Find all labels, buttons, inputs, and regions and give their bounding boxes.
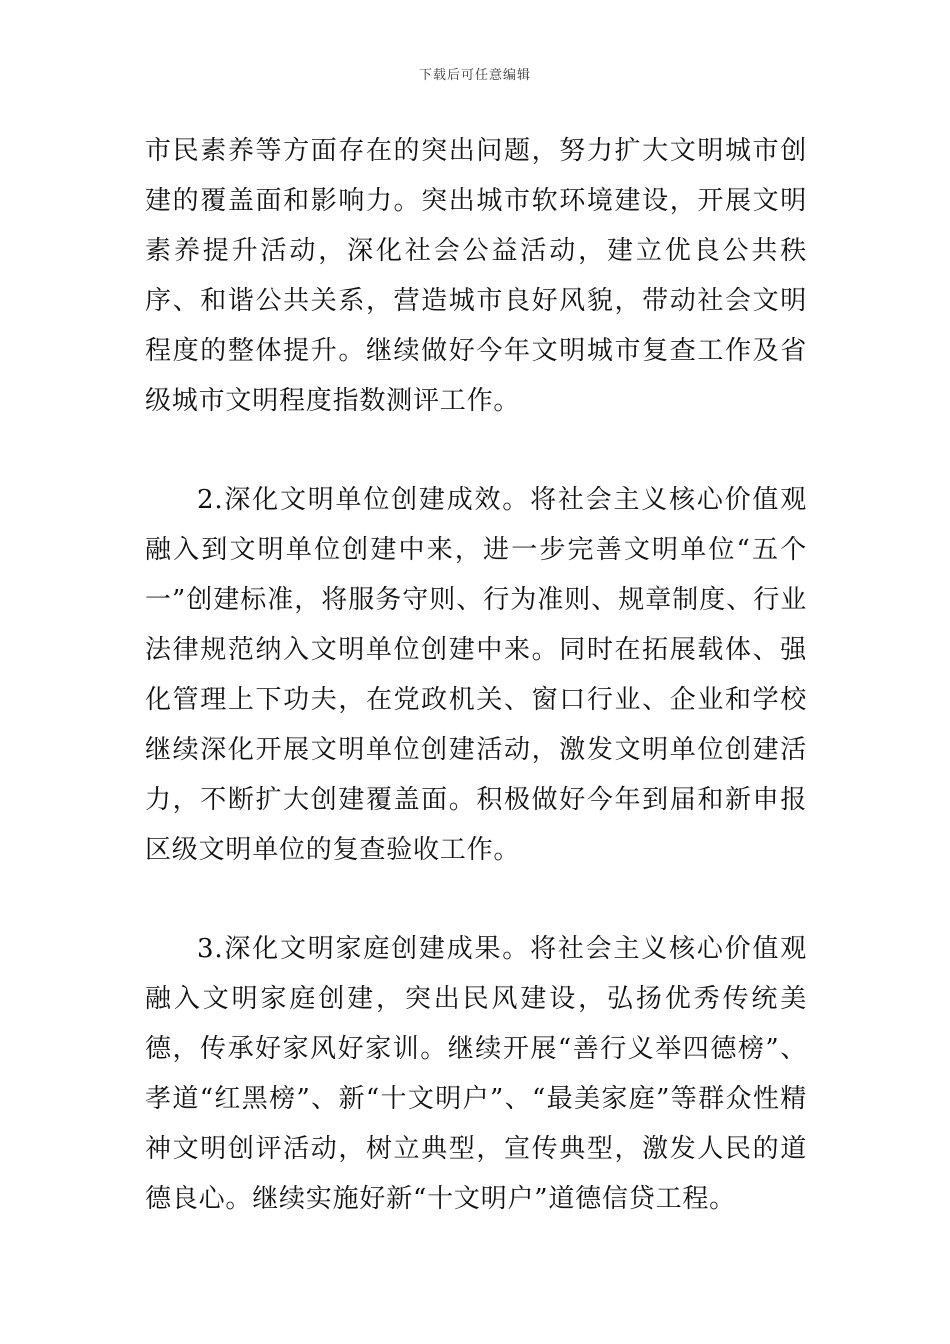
paragraph-item-2: 2.深化文明单位创建成效。将社会主义核心价值观融入到文明单位创建中来，进一步完善文明单位“五个一”创建标准，将服务守则、行为准则、规章制度、行业法律规范纳入文明单位创建中来。同时在拓展载体、强化管理上下功夫，在党政机关、窗口行业、企业和学校继续深化开展文明单位创建活动，激发文明单位创建活力，不断扩大创建覆盖面。积极做好今年到届和新申报区级文明单位的复查验收工作。 — [145, 485, 807, 865]
paragraph-continued: 市民素养等方面存在的突出问题，努力扩大文明城市创建的覆盖面和影响力。突出城市软环境建设，开展文明素养提升活动，深化社会公益活动，建立优良公共秩序、和谐公共关系，营造城市良好风貌，带动社会文明程度的整体提升。继续做好今年文明城市复查工作及省级城市文明程度指数测评工作。 — [145, 136, 807, 416]
page-header: 下载后可任意编辑 — [418, 68, 531, 83]
paragraph-item-3: 3.深化文明家庭创建成果。将社会主义核心价值观融入文明家庭创建，突出民风建设，弘扬优秀传统美德，传承好家风好家训。继续开展“善行义举四德榜”、孝道“红黑榜”、新“十文明户”、“最美家庭”等群众性精神文明创评活动，树立典型，宣传典型，激发人民的道德良心。继续实施好新“十文明户”道德信贷工程。 — [145, 934, 807, 1214]
document-body — [145, 126, 807, 1224]
paragraph-gap — [145, 426, 807, 475]
paragraph-gap — [145, 875, 807, 924]
